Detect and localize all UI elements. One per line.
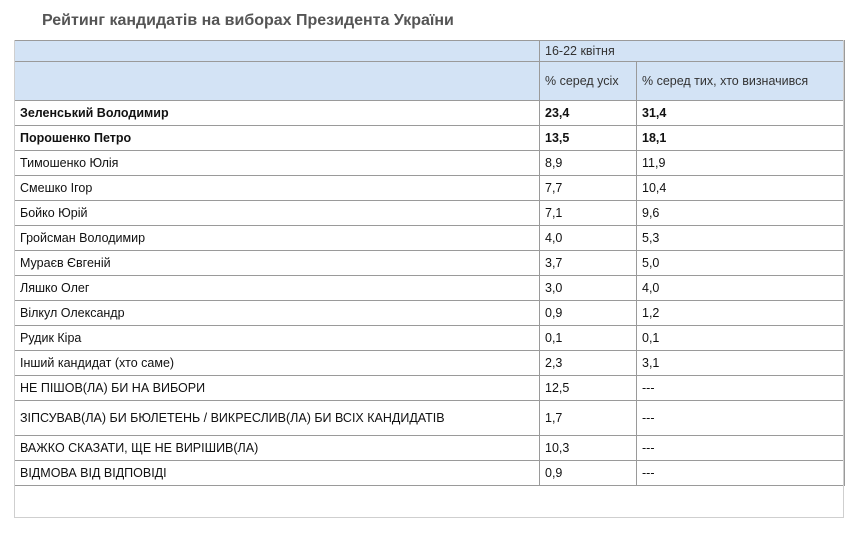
table-row xyxy=(15,126,845,151)
share-decided-cell: 5,3 xyxy=(637,226,845,251)
share-all-cell: 3,0 xyxy=(540,276,637,301)
share-all-cell: 0,9 xyxy=(540,461,637,486)
share-all-cell: 3,7 xyxy=(540,251,637,276)
candidate-name-cell: НЕ ПІШОВ(ЛА) БИ НА ВИБОРИ xyxy=(15,376,540,401)
candidate-name-cell: Смешко Ігор xyxy=(15,176,540,201)
table-row xyxy=(15,151,845,176)
candidate-name-cell: ВІДМОВА ВІД ВІДПОВІДІ xyxy=(15,461,540,486)
share-decided-cell: --- xyxy=(637,376,845,401)
share-all-cell: 4,0 xyxy=(540,226,637,251)
share-all-cell: 23,4 xyxy=(540,101,637,126)
candidate-name-cell: Вілкул Олександр xyxy=(15,301,540,326)
table-row xyxy=(15,351,845,376)
rating-table xyxy=(14,40,845,486)
share-decided-cell: 3,1 xyxy=(637,351,845,376)
candidate-name-cell: ВАЖКО СКАЗАТИ, ЩЕ НЕ ВИРІШИВ(ЛА) xyxy=(15,436,540,461)
table-row xyxy=(15,461,845,486)
share-decided-cell: 1,2 xyxy=(637,301,845,326)
header-empty-cell xyxy=(15,62,540,101)
share-all-cell: 0,9 xyxy=(540,301,637,326)
table-row xyxy=(15,276,845,301)
table-row xyxy=(15,436,845,461)
table-row xyxy=(15,101,845,126)
share-decided-cell: 5,0 xyxy=(637,251,845,276)
table-row xyxy=(15,301,845,326)
header-row-period xyxy=(15,41,845,62)
candidate-name-cell: Гройсман Володимир xyxy=(15,226,540,251)
candidate-name-cell: ЗІПСУВАВ(ЛА) БИ БЮЛЕТЕНЬ / ВИКРЕСЛИВ(ЛА) БИ ВСІХ КАНДИДАТІВ xyxy=(15,401,540,436)
candidate-name-cell: Зеленський Володимир xyxy=(15,101,540,126)
share-decided-cell: 0,1 xyxy=(637,326,845,351)
share-decided-cell: 11,9 xyxy=(637,151,845,176)
share-all-cell: 8,9 xyxy=(540,151,637,176)
share-all-cell: 10,3 xyxy=(540,436,637,461)
candidate-name-cell: Порошенко Петро xyxy=(15,126,540,151)
header-empty-cell xyxy=(15,41,540,62)
table-row xyxy=(15,201,845,226)
share-decided-cell: 9,6 xyxy=(637,201,845,226)
share-all-cell: 7,1 xyxy=(540,201,637,226)
share-all-cell: 1,7 xyxy=(540,401,637,436)
column-header-all: % серед усіх xyxy=(540,62,637,101)
candidate-name-cell: Рудик Кіра xyxy=(15,326,540,351)
header-row-measures xyxy=(15,62,845,101)
candidate-name-cell: Мураєв Євгеній xyxy=(15,251,540,276)
share-decided-cell: --- xyxy=(637,461,845,486)
table-row xyxy=(15,176,845,201)
share-all-cell: 13,5 xyxy=(540,126,637,151)
candidate-name-cell: Інший кандидат (хто саме) xyxy=(15,351,540,376)
share-decided-cell: --- xyxy=(637,401,845,436)
share-decided-cell: 31,4 xyxy=(637,101,845,126)
table-row xyxy=(15,226,845,251)
share-all-cell: 7,7 xyxy=(540,176,637,201)
candidate-name-cell: Тимошенко Юлія xyxy=(15,151,540,176)
table-row xyxy=(15,326,845,351)
share-all-cell: 2,3 xyxy=(540,351,637,376)
table-body xyxy=(15,101,845,486)
table-row xyxy=(15,401,845,436)
candidate-name-cell: Ляшко Олег xyxy=(15,276,540,301)
column-header-decided: % серед тих, хто визначився xyxy=(637,62,845,101)
share-all-cell: 0,1 xyxy=(540,326,637,351)
share-all-cell: 12,5 xyxy=(540,376,637,401)
candidate-name-cell: Бойко Юрій xyxy=(15,201,540,226)
table-row xyxy=(15,251,845,276)
share-decided-cell: 4,0 xyxy=(637,276,845,301)
share-decided-cell: --- xyxy=(637,436,845,461)
share-decided-cell: 18,1 xyxy=(637,126,845,151)
table-title: Рейтинг кандидатів на виборах Президента України xyxy=(42,12,454,29)
share-decided-cell: 10,4 xyxy=(637,176,845,201)
period-header: 16-22 квітня xyxy=(540,41,845,62)
table-row xyxy=(15,376,845,401)
